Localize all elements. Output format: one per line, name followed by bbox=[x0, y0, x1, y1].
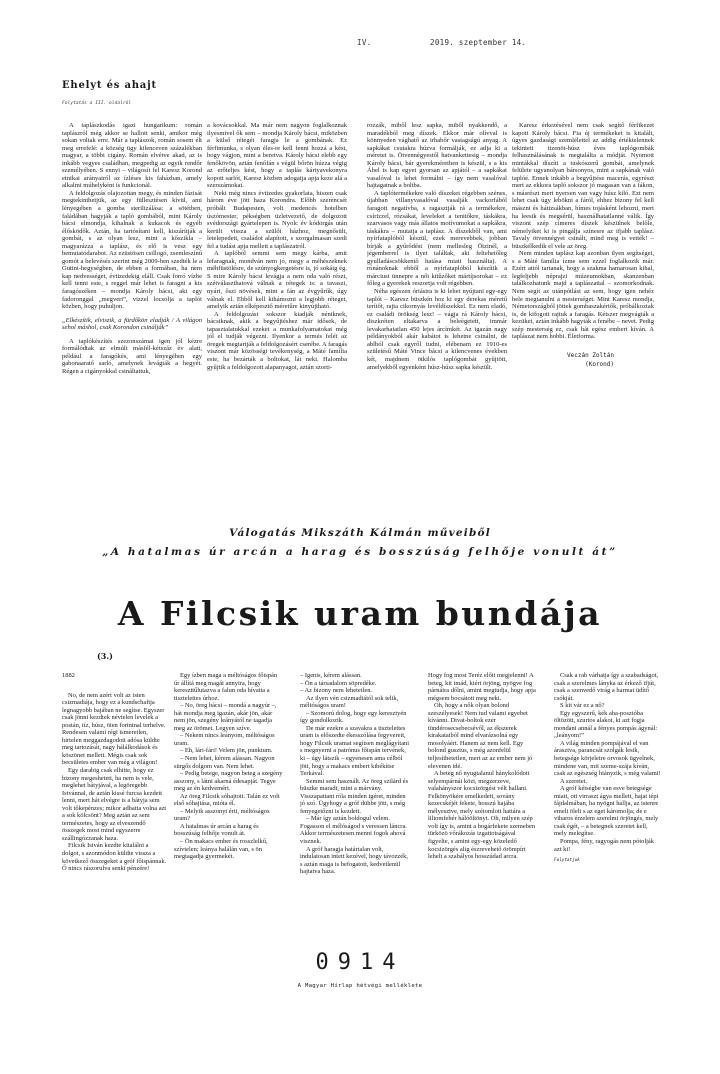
paragraph: A taplókészítés szezonszámai igen jól kézre formálódtak az elmúlt másfél-kétszáz év alatt, például a faragókés, ami lényegében egy gabonaaratő sarló, amelynek levágták a hegyét. Régen a cigányokkal csináltattuk, bbox=[62, 337, 202, 375]
paragraph: De már ezekre a szavakra a tisztelettes uram is előszedte ékesszólása fegyvereit, hogy Filcsik uramat segítsen meglágyítani s megnyerni a patrónus főispán tervének, ki – úgy látszik – egyenesen ama célból jött, hogy a makacs embert kibékítse Terkával. bbox=[300, 724, 410, 778]
paragraph: Egy ízben maga a méltóságos főispán úr állítá meg magát annyira, hogy kereszttűlutazva a falun oda hívatta a tisztelettes úrhoz. bbox=[174, 672, 278, 702]
paragraph: a kovácsokkal. Ma már nem nagyon foglalkoznak ilyesmivel ők sem – mondja Károly bácsi, miközben a külső rétegét faragja le a gombának. Ez férfimunka, s olyan éles-re kell fenni hozzá a kést, hogy vágjon, mint a beretva. Károly bácsi elebb egy fenőkövön, aztán fenőfán s végül bőrön húzza végig az erőteljes kést, hogy a taplás kártyavekonyra kopott sarlót, Karesz közben adogatja apja keze alá a szerszámokat. bbox=[207, 122, 347, 190]
paragraph: – Az bizony nem lehetetlen. bbox=[300, 687, 373, 695]
story-year: 1882 bbox=[62, 672, 75, 679]
story-column-1 bbox=[62, 672, 168, 922]
paragraph: A feldolgozást sokszor kiadják néniknek, bácsiknak, akik a begyűjtéshez már idősek, de tapasztalatukkal ezeket a munkafolyamatokat még jól el tudják végezni. Ilyenkor a termés felét az öregek megtartják a feldolgozásért cserébe. A faragás viszont már közösségi tevékenység, a Máté família este, ha bezárták a boltokat, lát neki. Halomba gyűjtik a feldolgozott alapanyagot, aztán szorti- bbox=[207, 310, 347, 371]
paragraph: Egy egyszerű, kék aba-posztóba öltözött, szurtos alakot, ki azt fogja mondani annál a fényes pompás ágynál: „leányom!” bbox=[554, 709, 658, 740]
article-column-2 bbox=[207, 122, 347, 504]
paragraph: Nem minden taplász kap azonban ilyen segítséget, s a Máté família ízme sem ezzel foglalkozik már. Ezért attól tartanak, hogy a szakma hamarosan kihal, legfeljebb néprajzi múzeumokban, skanzenban találkozhatunk majd a taplászattal – szomorkodnak. Nem segít az utánpótlást az sem, hogy igen nehéz bele megtanulni a mesterséget. Mint Karesz mondja, Németországból jöttek gombaszakértők, próbálkoztak is, de kifogott rajtuk a faragás. Kétszer megvágták a kezüket, aztán inkább hagyták a fenébe – nevet. Pedig szép mesterség ez, csak hát egész embert kíván. A taplászat nem hobbi. Életforma. bbox=[512, 250, 654, 341]
continued-note: Folytatás a III. oldalról bbox=[62, 101, 132, 106]
article-column-4 bbox=[512, 122, 654, 504]
paragraph: A szeretet. bbox=[560, 777, 588, 785]
paragraph: – Ön a társadalom söpredéke. bbox=[300, 679, 377, 687]
pull-quote: „Elkészítik, elviszik, a fürdőkön eladják / A világon sehol máshol, csak Korondon csinálják” bbox=[62, 316, 202, 332]
paragraph: – No, öreg bácsi – mondá a nagyúr –, hát mondja meg igazán, akár jön, akár nem jön, szegény leányától ne tagadja meg az örömet. Legyen szíve. bbox=[174, 702, 277, 732]
paragraph: Néha egészen óriásira is ki lehet nyújtani egy-egy taplót – Karesz büszkén hoz ki egy derekas méretű terítőt, rajta cikornyás levéldíszekkel. Ez nem eladó, ez családi örökség lesz! – vágja rá Károly bácsi, diszkréten eltakarva a beleégetett, immár levakarhatatlan 450 lejes árcímkét. Az igazán nagy példányokból akár kabátot is lehetne csinálni, de ablból csak egyről tudni, elébenam ez 1910-es születésű Máté Vince bácsi a kilencvenes években két, majdnem ötkilós taplógombát gyűjtött, amelyekből egyenként húsz-húsz sapka készült. bbox=[367, 288, 507, 371]
paragraph: A beteg nő nyugtalanul hánykolódott selyempárnái közt, megzerzeve, valahányszor kocsizörgést vélt hallani. Felkönyökére emelkedett, sovány kezecskéjét fekete, hosszú hajába mélyesztve, mely szétomlott hattára a liliomfehér hálóöltönyt. Oh, milyen szép volt így is, amint a bogárfekete szemeben türközö vőrákozás izgattotságával figyelte, s amint egy-egy közeledő kocsizörgés alig észrevehető örömpírt lehelt a szabályos hosszúdad arcra. bbox=[428, 770, 536, 861]
paragraph: – Nem lehet, kérem alássan. Nagyon sürgős dolgom van. Nem lehet. bbox=[174, 755, 275, 770]
paragraph: A feldolgozás olajozottan megy, és minden fázisát megtekinthetjük, az egy füllesztésen kívül, ami lényegében a gomba sterilizálása: a sötétben, faládában hagyják a tapló gombából, mint Károly bácsi elmondja, kihalnak a kukacok és egyéb élősködők. Aztán, ha tartósítani kell, kiszárítják a gombát, s az olyan lesz, mint a kőszikla – magyarázza a taplász, és elő is vesz egy bemutatódarabot. Az ezüstösen csillogó, zsemleszínű gomót a belevésés szerint még 2009-ben szedték le a Gutini-hegységben, de ebben a formában, ha nem kap nedvességet, évtizedekig eláll. Csak forró vízbe kell tenni este, s reggel már lehet is faragni a kis faragószéken – mondja Károly bácsi, aki egy fadoronggal „megveri”, vizzel locsolja a taplót közben, hogy puhuljon. bbox=[62, 189, 202, 311]
paragraph: Semmi sem használt. Az öreg szilárd és büszke maradt, mint a márvány. Visszapattant róla minden igéret, minden jó szó. Ügyhogy a gróf dühbe jött, s még fenyegetőzni is kezdett. bbox=[300, 777, 409, 815]
story-column-5 bbox=[554, 672, 662, 922]
feature-subkicker: „A hatalmas úr arcán a harag és bosszúság felhője vonult át” bbox=[102, 546, 618, 558]
story-column-3 bbox=[300, 672, 412, 922]
paragraph: – Melyik asszonyt érti, méltóságos uram? bbox=[174, 807, 270, 823]
paragraph: A taplászkodás igazi hungarikum: román taplászról még akkor se hallott senki, amikor még sokan voltak erre. Már a taplászok, román sosem élt meg errefelé: a község ügy kilenceven százalékban magyar, a többi cigány. Román elvétve akad, az is inkább vegyes családban, megpedig az egyik rendőr személyében. S ennyi – világosít fel Karesz Korond etnikai arányairól az ízléses kis faházban, amely alkalmi múhelyként is funkcionál. bbox=[62, 122, 202, 190]
feature-title: A Filcsik uram bundája bbox=[117, 594, 603, 633]
paragraph: Egy darabig csak elhitte, hogy ez bizony megeshetett, ha nem is vele, meglehet bátyjával, a legöregebb Istvánnal, de aztán kissé furcsa kezdett lenni, mert hát elvégre is a bátyja sem volt tőkepénzes; mikor adhatta volna azt a sok kölcsönt? Meg aztán az sem természetes, hogy az elveszendő összegek most mind egyszerre szállingózzanak haza. bbox=[62, 767, 167, 842]
paragraph: Pompa, fény, ragyogás nem pótolják azt ki! bbox=[554, 838, 654, 853]
paragraph: Karesz érkezésével nem csak segítő férfikezet kapott Károly bácsi. Fia új termékeket is kitalált, úgyes gazdasági szemlélettel az addig értéktelennek tekintett tizenöt-húsz éves taplógombák felhasználásának is megtalálta a módját. Nyomott mintákkal díszíti a tuskószerű gombát, amelynek felülete ugyanolyan bársonyos, mint a sapkának való taplóé. Ennek inkább a begyűjtése macerás, egyrészt mert az ekkora tapló sokszor jó magasan van a fákon, s másrészt mert nyersen van vagy húsz kiló. Ezt nem lehet csak úgy lebökni a fáról, ehhez bizony fel kell mászni és hátizsákban, hímes tojásként lehozni, mert ha leesik és megsérül, használhatatlanné válik. Így viszont szép címeres díszek készülnek belőle, némelyiket ki is pingálja színesre az ifjabb taplász. Tavaly ötvennégyet csinált, mind meg is vették! – büszkélkedik el vele az öreg. bbox=[512, 122, 654, 250]
article-column-1 bbox=[62, 122, 202, 504]
paragraph: – Már így aztán boldogul velem. Fogasson el mélóságod s veressen láncra. Akkor természetesen menni fogok ahová visznek. bbox=[300, 815, 407, 846]
author-signature bbox=[512, 351, 654, 369]
paragraph: Oh, hogy a nők olyan bolond szeszélyesek! Nem tud valami egyebet kívánni. Divat-boltok ezer tündérosecsebecsévől, az ékszerek kirakataiból mind elvarázsolná egy mosolyáért. Hanem az nem kell. Egy bolond gusztus, s még azonfelül teljesíthetetlen, mert az az ember nem jó elevenen idé. bbox=[428, 702, 533, 770]
paragraph: S kit vár ez a nő? bbox=[560, 702, 605, 710]
article-column-3 bbox=[367, 122, 507, 504]
paragraph: A taplóból semmi sem megy kárba, amit lefaragnak, mondván nem jó, megy a méhészeknek méhfüstölésre, de szúnyogkergetésre is, jó sokáig ég. S mire Károly bácsi levágja a nem oda való részt, szétválaszthatová válnak a rétegek is: a tavaszi, nyári, őszi növések, mint a fán az évgyűrűk, úgy válnak el. Ebből kell kihámozni a legjobb réteget, amelyik aztán elképesztő méretűre kinyújtható. bbox=[207, 250, 347, 311]
issue-date: 2019. szeptember 14. bbox=[430, 38, 527, 47]
paragraph: A világ minden pompájával el van árasztva, parancsát szolgák lesik, betegsége körjeleire orvosok ügyelnek, mindene van, mit szeme-szája kíván, csak az egészség hiányzik, s még valami! bbox=[554, 739, 661, 778]
paragraph: Az ilyen vén csizmadiától sok telik, méltóságos uram! bbox=[300, 694, 399, 710]
paragraph: – Pedig betege, nagyon beteg a szegény asszony, s látni akarná édesapját. Tegye meg az én kedvemért. bbox=[174, 770, 283, 793]
paragraph: rozzák, miből lesz sapka, miből nyakkendő, a maradékból meg díszek. Ekkor már olívval is könnyeden vághatő az irhabőr vastagságú anyag. A sapkákat csutakra húzva formálják, ez adja ki a méretet is. Ötvennégyestől hatvankettesig – mondja Károly bácsi, bár gyerekméretben is készül, s a kis Ábel is kap egyet gyorsan az apjától – a sapkákat vasalóval is lehet formálni – így nem vasalóval hajtagatnak a boltba. bbox=[367, 122, 507, 190]
story-column-2 bbox=[174, 672, 284, 922]
paragraph: – Nekem nincs leányom, méltóságos uram. bbox=[174, 732, 275, 747]
paragraph: – Ön makacs ember és rosszlelkű, szívtelen; leánya halálán van, s ön megtagadja gyermekét. bbox=[174, 838, 268, 861]
page-code: 0914 bbox=[315, 950, 405, 975]
author-location: (Korond) bbox=[585, 360, 614, 368]
paragraph: Filcsik István kezdte kitalálni a dolgot, s azonmódon küldte vissza a következő összegeket a gróf főispánnak. Ő nincs rászorulva senki pénzére! bbox=[62, 842, 167, 873]
paragraph: – Igenis, kérem alássan. bbox=[300, 672, 362, 679]
paragraph: No, de nem azért volt az isten csizmadiája, hogy ez a kundschaftja legnagyobb bajában ne segítse. Egyszer csak jönni kezdtek névtelen levelek a postán, tíz, húsz, öten forintnal terhelve. Rendesen valami régi ismeretlen, hirtelen meggazdagodott adósa küldte meg tartozását, nagy hálálkodások és köszönet mellett. Mégis csak sok becsületes ember van még a világon! bbox=[62, 691, 166, 767]
feature-kicker: Válogatás Mikszáth Kálmán műveiből bbox=[229, 527, 491, 539]
paragraph: Hogy fog most Teréz előtt megjelenni! A beteg, kit imád, kiért örjöng, nyögve fog párnáira dőlni, amint megtudja, hogy apja mégsem bocsátott meg neki. bbox=[428, 672, 536, 702]
supplement-line: A Magyar Hírlap hétvégi melléklete bbox=[297, 983, 423, 989]
article-title: Ehelyt és ahajt bbox=[62, 80, 157, 91]
paragraph: A taplótermékekre való díszeket régebben szénes, újabban villanyvasalóval vasalják vackorfából faragott negatívba, s ragasztják rá a termékekre, csírizzel, rózsákat, leveleket a tenitőkre, táskákra, szarvasos vagy más állatos motívumokat a sapkákra, táskákra – mutatja a taplász. A díszekből van, ami nyírfataplóból készül, ezek merevebbek, jobban bírják a gyűrődést (nem mellesleg Ötzinél, a jégemberrel is ilyet találtak, aki feltehetőleg gyulladáscsökkentő hatása miatt használta). A rónánoknak ebből a nyírfataplóból készítik a márciusi ünnepre a női kitűzőket mártíjsorokat – ez főleg a gyerekek reszortja volt régebben. bbox=[367, 189, 507, 288]
paragraph: A hatalmas úr arcán a harag és bosszúság felhője vonult át. bbox=[174, 822, 259, 838]
page-number: IV. bbox=[357, 38, 372, 47]
paragraph: Csak a rab várhatja így a szabadságot, csak a szerelmes lányka az érkező ifjút, csak a szenvedő virág a harmat üdítő csókját. bbox=[554, 672, 659, 702]
paragraph: – Szomorú dolog, hogy egy keresztyén így gondolkozik. bbox=[300, 709, 407, 725]
paragraph: A gróf kétségbe van esve betegsége miatt, ott virraszt ágya mellett, hajat tépi fájdalmában, ha nyögni hallja, az istenre emeli ölelt s az eget káromolja; de e viharos érzelem szerelmi örjöngés, mely csak égét, – a betegnek szeretet kell, mely melegítse. bbox=[554, 785, 659, 838]
story-column-4 bbox=[428, 672, 538, 922]
paragraph: – Eh, lári-fári! Velem jön, punktum. bbox=[180, 747, 273, 755]
paragraph: Az öreg Filcsik sóhajtott. Talán ez volt első sóhajtása, mióta él. bbox=[174, 792, 280, 808]
paragraph: A gróf haragja határtalan volt, indulatosan intett kezével, hogy távozzék, s aztán maga is befogatott, kedvetlenül hajtatva haza. bbox=[300, 845, 408, 876]
author-name: Veczán Zoltán bbox=[567, 351, 614, 359]
installment-number: (3.) bbox=[97, 651, 113, 661]
paragraph: Neki még nincs évtizedes gyakorlata, hiszen csak három éve jött haza Korondra. Előbb szerencsét próbált Budapesten, volt medencés hotelben úszómester, pékségben üzletvezető, de dolgozott svédországi gyártelepen is. Nyolc év kódorgás után került vissza a szülői házhoz, megnősült, letelepedett, családot alapított, s szorgalmasan szedi fel a tudást apja mellett a taplászatról. bbox=[207, 189, 347, 250]
to-be-continued: Folytatjuk bbox=[554, 858, 580, 864]
